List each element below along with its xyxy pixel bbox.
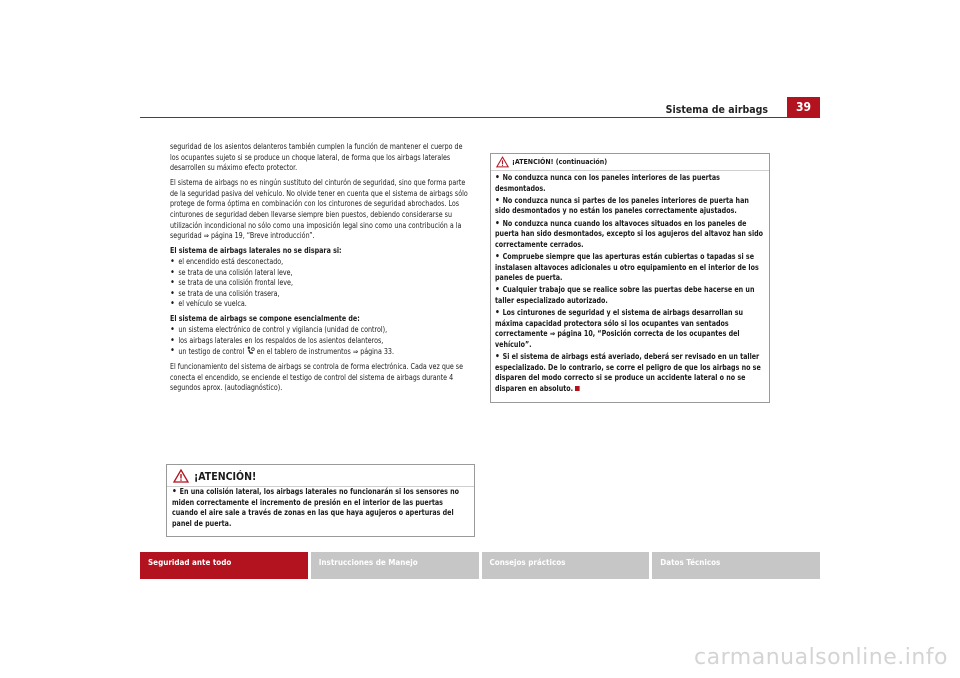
list-item-text: en el tablero de instrumentos ⇒ página 33. bbox=[256, 347, 394, 357]
section-title: Sistema de airbags bbox=[665, 104, 768, 116]
warning-title: ¡ATENCIÓN! (continuación) bbox=[512, 158, 608, 166]
tab-instrucciones[interactable]: Instrucciones de Manejo bbox=[311, 552, 479, 579]
header-rule bbox=[140, 117, 820, 118]
paragraph: El sistema de airbags no es ningún sustituto del cinturón de seguridad, sino que forma parte de la seguridad pasiva del vehículo. No olvide tener en cuenta que el sistema de airbags sólo protege de forma óptima en combinación con los cinturones de seguridad abrochados. Los cinturones de seguridad deben llevarse siempre bien puestos, debiendo considerarse su utilización incondicional no sólo como una imposición legal sino como una contribución a la seguridad ⇒ página 19, “Breve introducción”. bbox=[170, 178, 468, 241]
warning-continued-box bbox=[490, 153, 770, 403]
warning-body bbox=[172, 487, 468, 531]
tab-datos-tecnicos[interactable]: Datos Técnicos bbox=[652, 552, 820, 579]
warning-item: • No conduzca nunca con los paneles interiores de las puertas desmontados. bbox=[495, 173, 720, 193]
airbag-warning-icon bbox=[246, 346, 254, 355]
tab-seguridad[interactable]: Seguridad ante todo bbox=[140, 552, 308, 579]
warning-item: • Los cinturones de seguridad y el sistema de airbags desarrollan su máxima capacidad protectora sólo si los ocupantes van sentados correctamente ⇒ página 10, “Posición correcta de los ocupantes del vehículo”. bbox=[495, 308, 744, 349]
list-item: • un sistema electrónico de control y vigilancia (unidad de control), bbox=[170, 325, 469, 336]
warning-title: ¡ATENCIÓN! bbox=[194, 471, 257, 483]
end-of-section-icon bbox=[575, 386, 580, 391]
subheading: El sistema de airbags laterales no se dispara si: bbox=[170, 246, 342, 256]
warning-item: • Cualquier trabajo que se realice sobre las puertas debe hacerse en un taller especializado autorizado. bbox=[495, 285, 755, 305]
warning-item: • En una colisión lateral, los airbags laterales no funcionarán si los sensores no miden correctamente el incremento de presión en el interior de las puertas cuando el aire sale a través de zonas en las que haya agujeros o aperturas del panel de puerta. bbox=[172, 487, 460, 528]
list-item bbox=[170, 346, 469, 358]
warning-item: • Compruebe siempre que las aperturas están cubiertas o tapadas si se instalasen altavoces adicionales u otro equipamiento en el interior de los paneles de puerta. bbox=[495, 251, 759, 283]
warning-triangle-icon bbox=[173, 469, 189, 483]
list-item: • se trata de una colisión trasera, bbox=[170, 289, 469, 300]
list-item-text: un testigo de control bbox=[178, 347, 245, 357]
no-trigger-list bbox=[170, 257, 469, 310]
watermark: carmanualsonline.info bbox=[694, 645, 948, 670]
list-item: • el encendido está desconectado, bbox=[170, 257, 469, 268]
warning-item: • No conduzca nunca si partes de los paneles interiores de puerta han sido desmontados y no están los paneles correctamente ajustados. bbox=[495, 195, 749, 216]
chapter-nav bbox=[140, 552, 820, 579]
left-column bbox=[170, 142, 469, 399]
list-item: • se trata de una colisión lateral leve, bbox=[170, 268, 469, 279]
components-list bbox=[170, 325, 469, 358]
list-item: • el vehículo se vuelca. bbox=[170, 299, 469, 310]
warning-item: • No conduzca nunca cuando los altavoces situados en los paneles de puerta han sido desmontados, excepto si los agujeros del altavoz han sido correctamente cerrados. bbox=[495, 218, 764, 249]
warning-body bbox=[495, 173, 766, 396]
paragraph: seguridad de los asientos delanteros también cumplen la función de mantener el cuerpo de los ocupantes sujeto si se produce un choque lateral, de forma que los airbags laterales desarrollen su máximo efecto protector. bbox=[170, 142, 463, 173]
page-number: 39 bbox=[787, 97, 820, 118]
list-item: • los airbags laterales en los respaldos de los asientos delanteros, bbox=[170, 336, 469, 347]
warning-box bbox=[166, 464, 475, 537]
tab-consejos[interactable]: Consejos prácticos bbox=[482, 552, 650, 579]
warning-item: • Si el sistema de airbags está averiado, deberá ser revisado en un taller especializado. De lo contrario, se corre el peligro de que los airbags no se disparen del modo correcto si se produce un accidente lateral o no se disparen en absoluto. bbox=[495, 352, 761, 393]
paragraph: El funcionamiento del sistema de airbags se controla de forma electrónica. Cada vez que se conecta el encendido, se enciende el testigo de control del sistema de airbags durante 4 segundos aprox. (autodiagnóstico). bbox=[170, 362, 464, 393]
subheading: El sistema de airbags se compone esencialmente de: bbox=[170, 314, 360, 324]
list-item: • se trata de una colisión frontal leve, bbox=[170, 278, 469, 289]
warning-triangle-icon bbox=[496, 156, 509, 168]
